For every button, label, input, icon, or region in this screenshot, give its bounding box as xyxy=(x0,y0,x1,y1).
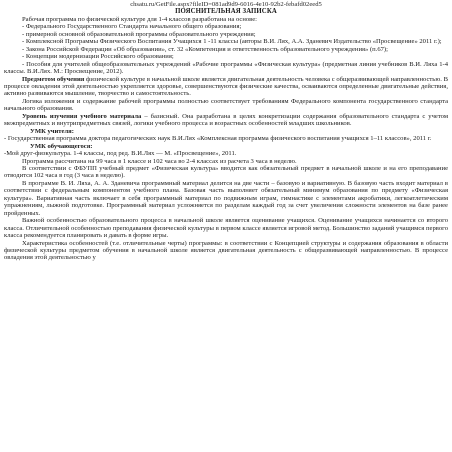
logic-paragraph: Логика изложения и содержание рабочей программы полностью соответствует требованиям Федерального компонента государственного стандарта начального образования. xyxy=(4,97,448,113)
source-url: chsatu.ru/GetFile.aspx?fileID=081ad9d9-6016-4e10-92b2-febafd02eed5 xyxy=(130,1,322,8)
basis-item: - Закона Российской Федерации «Об образовании», ст. 32 «Компетенция и ответственность образовательного учреждения» (п.67); xyxy=(22,45,388,53)
features-paragraph: Характеристика особенностей (т.е. отличительные черты) программы: в соответствии с Концепцией структуры и содержания образования в области физической культуры предметом обучения в начальной школе является двигательная деятельность с общеразвивающей направленностью. В процессе овладения этой деятельностью у xyxy=(4,239,448,262)
basis-item: - Комплексной Программы Физического Воспитания Учащихся 1 -11 классы (авторы В.И. Лях, А.А. Зданевич Издательство «Просвещение» 2011 г.); xyxy=(22,38,442,46)
level-paragraph xyxy=(4,113,448,128)
basis-item: - Пособия для учителей общеобразовательных учреждений «Рабочие программы «Физическая культура» (предметная линия учебников В.И. Ляха 1-4 классы. В.И.Лях. М.: Просвещение, 2012). xyxy=(4,60,448,76)
level-term: Уровень изучения учебного материала xyxy=(22,112,142,120)
subject-term: Предметом обучения xyxy=(22,75,85,83)
umk-student-heading: УМК обучающегося: xyxy=(30,142,93,150)
program-paragraph: В программе В. И. Ляха, А. А. Зданевича программный материал делится на две части – базовую и вариативную. В базовую часть входит материал в соответствии с федеральным компонентом учебного плана. Базовая часть выполняет обязательный минимум образования по предмету «Физическая культура». Вариативная часть включает в себя программный материал по подвижным играм, гимнастике с элементами акробатики, легкоатлетическим упражнениям, лыжной подготовке. Программный материал усложняется по разделам каждый год за счет увеличения сложности элементов на базе ранее пройденных. xyxy=(4,179,448,217)
assessment-paragraph: Важной особенностью образовательного процесса в начальной школе является оценивание учащихся. Оценивание учащихся начинается со второго класса. Отличительной особенностью преподавания физической культуры в первом классе является игровой метод. Большинство заданий учащимся первого класса рекомендуется планировать и давать в форме игры. xyxy=(4,217,448,240)
umk-teacher-text: - Государственная программа доктора педагогических наук В.И.Лях «Комплексная программа физического воспитания учащихся 1–11 классов», 2011 г. xyxy=(4,135,432,143)
document-title: ПОЯСНИТЕЛЬНАЯ ЗАПИСКА xyxy=(175,8,277,16)
basis-item: - Концепции модернизации Российского образования; xyxy=(22,53,174,61)
intro-paragraph: Рабочая программа по физической культуре для 1-4 классов разработана на основе: xyxy=(22,15,257,23)
subject-text: физической культуре в начальной школе является двигательная деятельность человека с общеразвивающей направленностью. В процессе овладения этой деятельностью укрепляется здоровье, совершенствуются физические качества, осваиваются определенные двигательные действия, активно развиваются мышление, творчество и самостоятельность. xyxy=(4,75,448,98)
hours-paragraph: Программа рассчитана на 99 часа в 1 классе и 102 часа во 2-4 классах из расчета 3 часа в неделю. xyxy=(22,157,297,165)
umk-teacher-heading: УМК учителя: xyxy=(30,127,74,135)
basis-item: - примерной основной образовательной программы образовательного учреждения; xyxy=(22,30,256,38)
subject-paragraph xyxy=(4,76,448,98)
umk-student-text: -Мой друг-физкультура. 1-4 классы, под ред. В.И.Лях — М. «Просвещение», 2011. xyxy=(4,150,237,158)
level-text: – базисный. Она разработана в целях конкретизации содержания образовательного стандарта с учетом межпредметных и внутрипредметных связей, логики учебного процесса и возрастных особенностей младших школьников. xyxy=(4,112,448,128)
basis-item: - Федерального Государственного Стандарта начального общего образования; xyxy=(22,23,242,31)
fgos-paragraph: В соответствии с ФБУПП учебный предмет «Физическая культура» вводится как обязательный предмет в начальной школе и на его преподавание отводится 102 часа в год (3 часа в неделю). xyxy=(4,164,448,180)
